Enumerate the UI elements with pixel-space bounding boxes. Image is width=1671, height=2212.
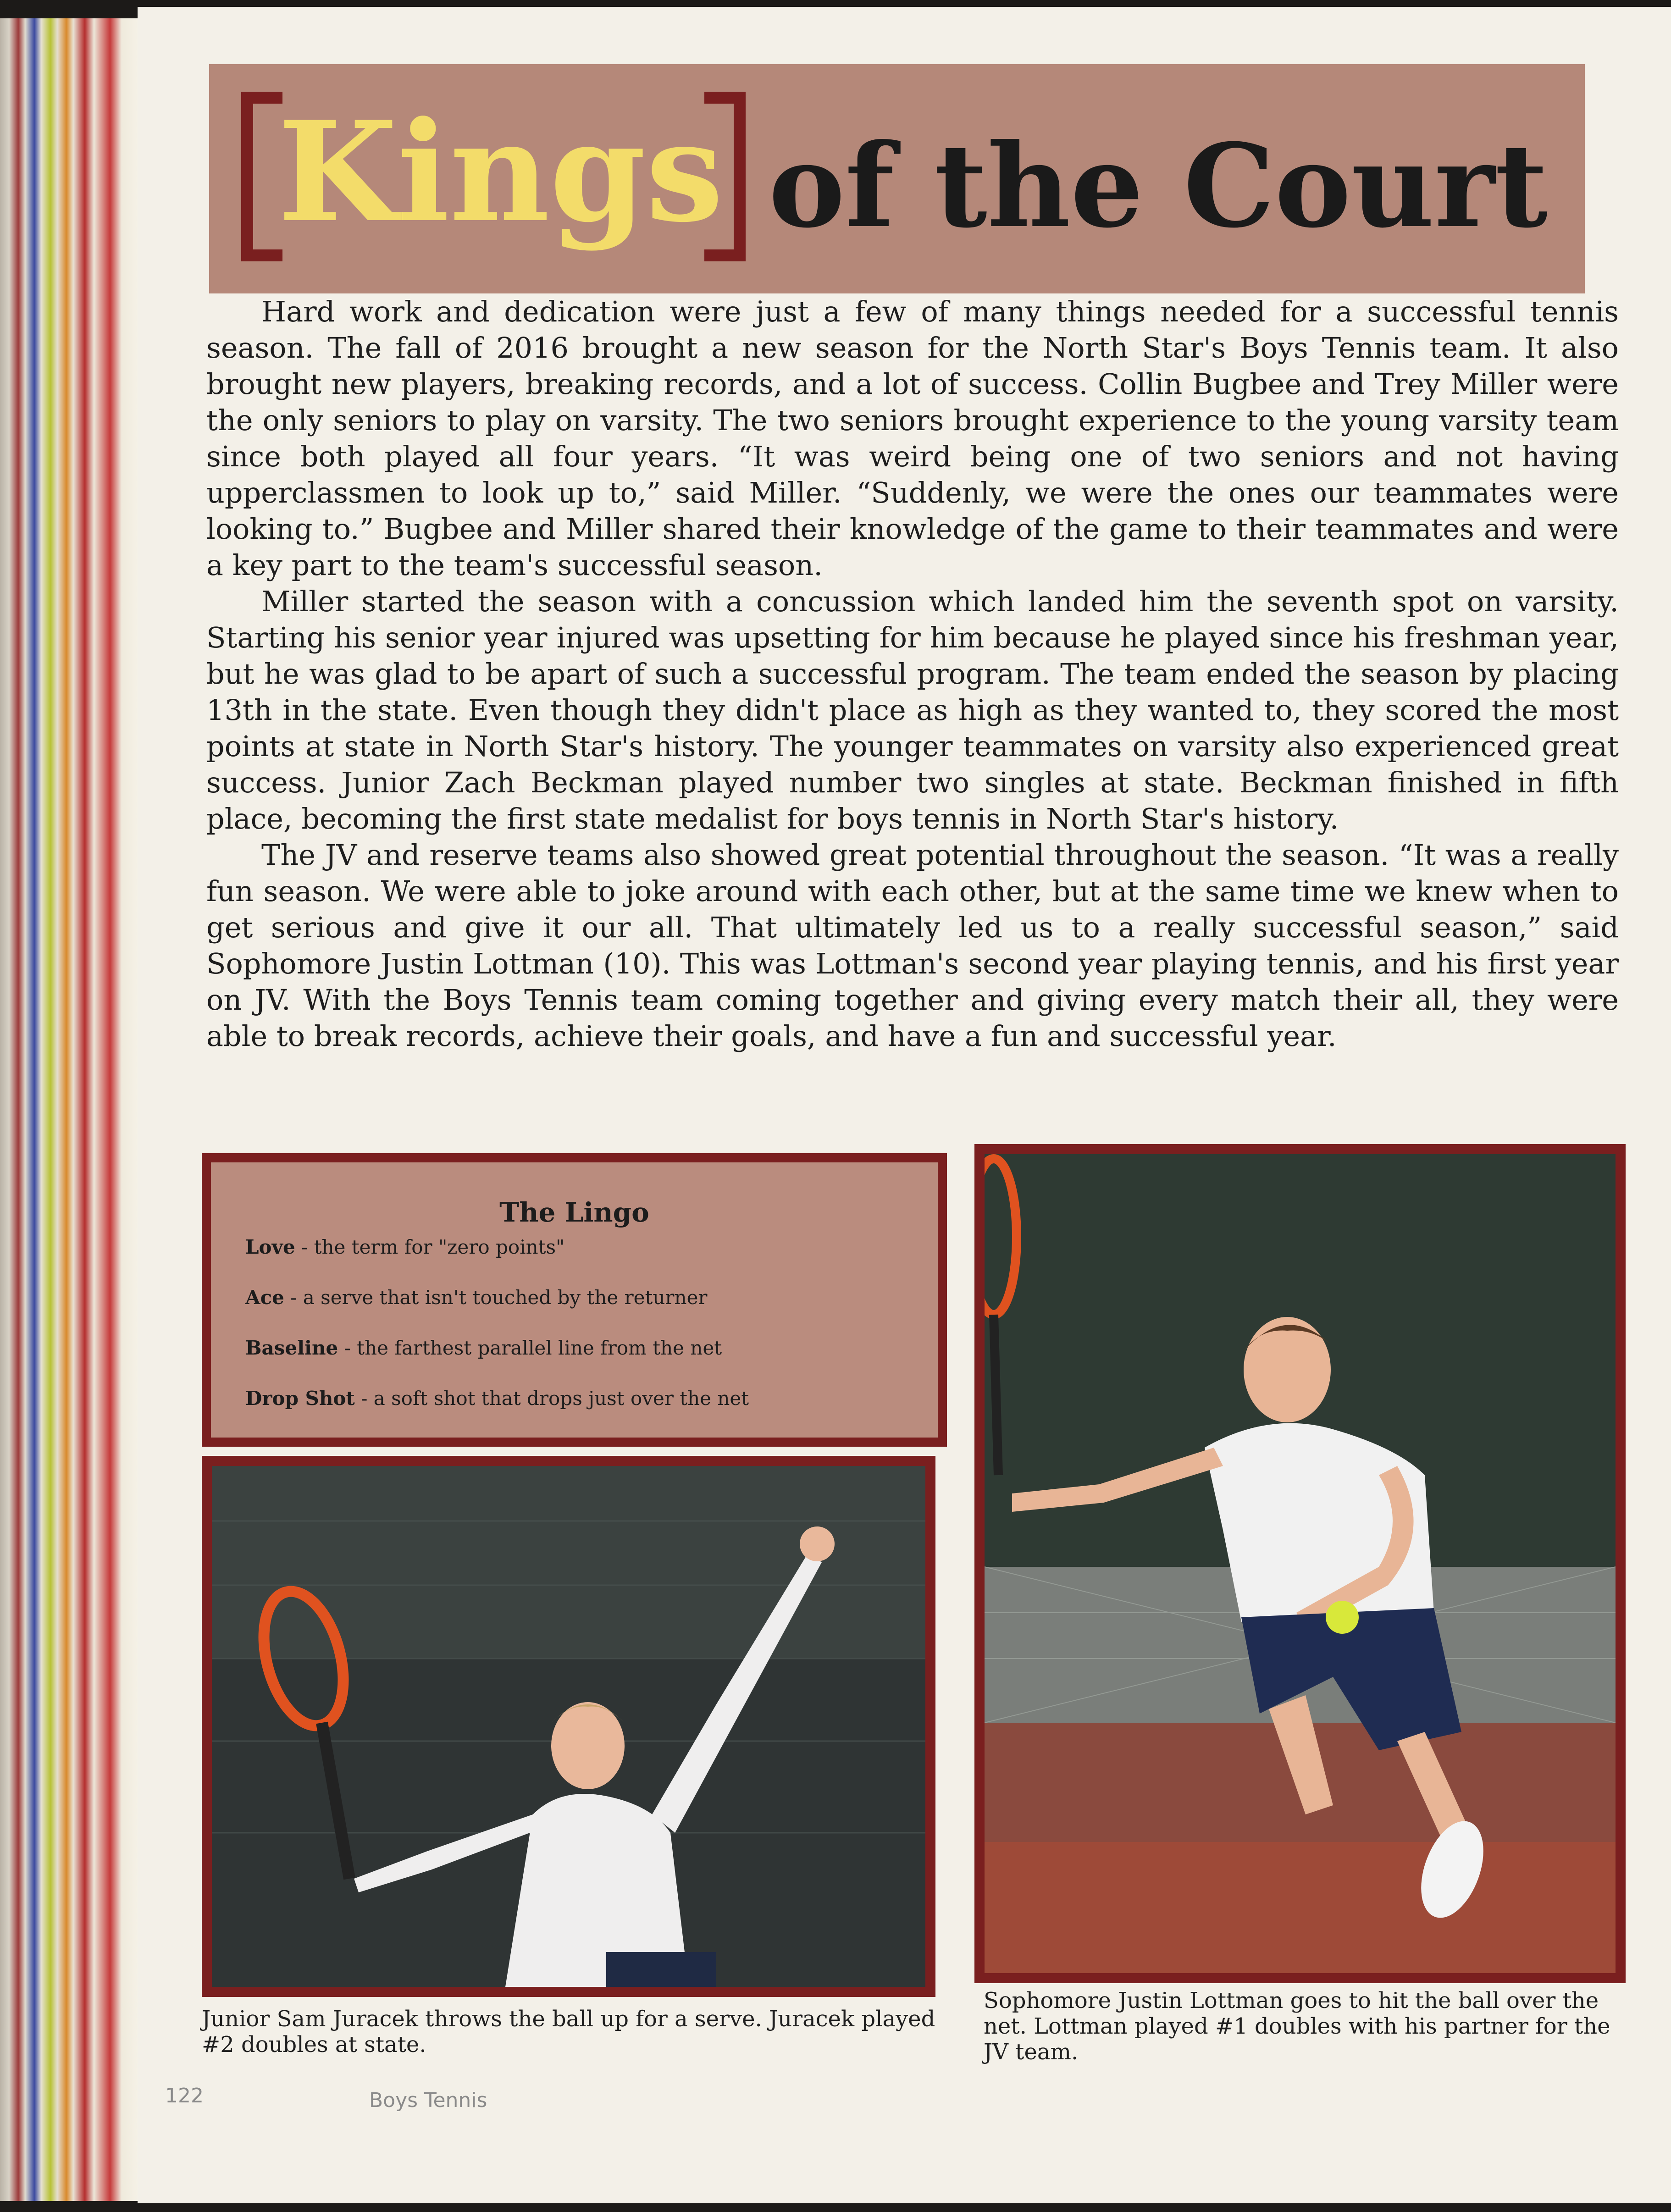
book-page-edges [0,18,138,2201]
title-banner [209,64,1585,293]
lingo-sidebar [202,1153,947,1447]
caption-forehand: Sophomore Justin Lottman goes to hit the ball over the net. Lottman played #1 doubles with his partner for the JV team. [984,1988,1610,2065]
lingo-definition: - the term for "zero points" [295,1236,565,1258]
lingo-term: Drop Shot [245,1387,355,1410]
right-bracket [704,92,746,261]
page-number: 122 [165,2084,204,2107]
title-highlight: Kings [278,91,724,253]
photo-serve [202,1456,935,1997]
photo-forehand [974,1144,1626,1983]
forehand-photo-image [985,1154,1616,1973]
lingo-title: The Lingo [499,1197,649,1228]
section-name: Boys Tennis [369,2089,487,2112]
serve-photo-image [212,1466,925,1987]
lingo-term: Love [245,1236,295,1258]
left-bracket [241,92,282,261]
lingo-definition: - the farthest parallel line from the net [338,1337,722,1359]
lingo-definition: - a soft shot that drops just over the net [354,1387,749,1410]
caption-serve: Junior Sam Juracek throws the ball up for a serve. Juracek played #2 doubles at state. [202,2006,935,2057]
lingo-term: Baseline [245,1337,338,1359]
article-body [206,293,1619,1054]
lingo-item [245,1286,708,1309]
article-paragraph: Hard work and dedication were just a few of many things needed for a successful tennis season. The fall of 2016 brought a new season for the North Star's Boys Tennis team. It also brought new players, breaking records, and a lot of success. Collin Bugbee and Trey Miller were the only seniors to play on varsity. The two seniors brought experience to the young varsity team since both played all four years. “It was weird being one of two seniors and not having upperclassmen to look up to,” said Miller. “Suddenly, we were the ones our teammates were looking to.” Bugbee and Miller shared their knowledge of the game to their teammates and were a key part to the team's successful season. [206,295,1619,582]
lingo-definition: - a serve that isn't touched by the returner [284,1286,708,1309]
article-paragraph: The JV and reserve teams also showed great potential throughout the season. “It was a really fun season. We were able to joke around with each other, but at the same time we knew when to get serious and give it our all. That ultimately led us to a really successful season,” said Sophomore Justin Lottman (10). This was Lottman's second year playing tennis, and his first year on JV. With the Boys Tennis team coming together and giving every match their all, they were able to break records, achieve their goals, and have a fun and successful year. [206,838,1619,1053]
lingo-item [245,1387,749,1410]
lingo-term: Ace [245,1286,284,1309]
article-paragraph: Miller started the season with a concussion which landed him the seventh spot on varsity. Starting his senior year injured was upsetting for him because he played since his freshman year, but he was glad to be apart of such a successful program. The team ended the season by placing 13th in the state. Even though they didn't place as high as they wanted to, they scored the most points at state in North Star's history. The younger teammates on varsity also experienced great success. Junior Zach Beckman played number two singles at state. Beckman finished in fifth place, becoming the first state medalist for boys tennis in North Star's history. [206,585,1619,835]
lingo-item [245,1236,564,1258]
lingo-item [245,1337,722,1359]
title-rest: of the Court [769,118,1548,253]
